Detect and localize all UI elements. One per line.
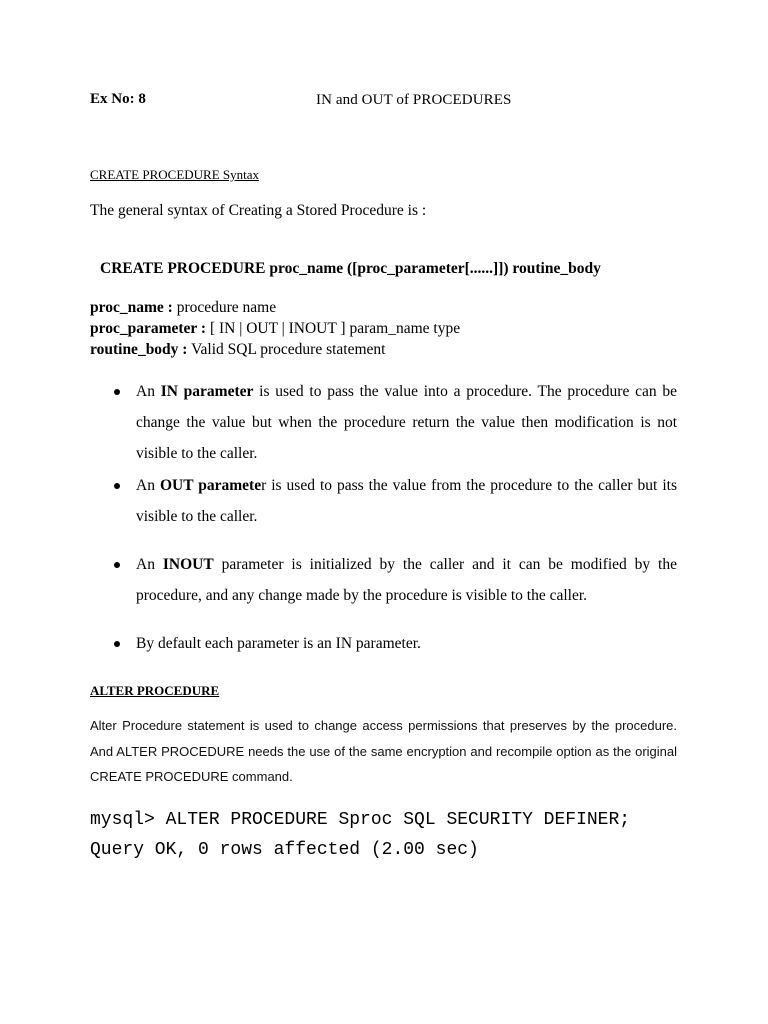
bullet-text: is used to pass the value into a procedure. The procedure can be change the value but when the procedure return the value then modification is not visible to the caller. bbox=[136, 383, 677, 462]
bullet-text: r is used to pass the value from the procedure to the caller but its visible to the caller. bbox=[136, 477, 677, 525]
create-procedure-heading: CREATE PROCEDURE Syntax bbox=[90, 167, 260, 182]
bullet-prefix: An bbox=[136, 383, 161, 400]
page-title: IN and OUT of PROCEDURES bbox=[316, 92, 512, 108]
param-desc: procedure name bbox=[172, 299, 277, 316]
bullet-icon bbox=[114, 483, 120, 489]
bullet-icon bbox=[114, 641, 120, 647]
param-label: proc_parameter : bbox=[90, 320, 207, 337]
bullet-icon bbox=[114, 389, 120, 395]
bullet-prefix: An bbox=[136, 477, 160, 494]
parameter-definitions bbox=[90, 297, 460, 360]
param-proc-parameter bbox=[90, 318, 460, 339]
param-label: proc_name : bbox=[90, 299, 173, 316]
bullet-keyword: OUT paramete bbox=[159, 477, 262, 494]
param-desc: [ IN | OUT | INOUT ] param_name type bbox=[206, 320, 461, 337]
param-proc-name bbox=[90, 297, 460, 318]
list-item-out-parameter bbox=[90, 470, 677, 532]
bullet-prefix: An bbox=[136, 556, 163, 573]
param-label: routine_body : bbox=[90, 341, 188, 358]
param-desc: Valid SQL procedure statement bbox=[187, 341, 386, 358]
bullet-text: By default each parameter is an IN parameter. bbox=[136, 635, 421, 652]
bullet-icon bbox=[114, 562, 120, 568]
alter-procedure-description: Alter Procedure statement is used to change access permissions that preserves by the procedure. And ALTER PROCEDURE needs the use of the same encryption and recompile option as the original CREATE PROCEDURE command. bbox=[90, 718, 677, 784]
alter-procedure-heading: ALTER PROCEDURE bbox=[90, 683, 220, 698]
list-item-inout-parameter bbox=[90, 549, 677, 611]
mysql-result: Query OK, 0 rows affected (2.00 sec) bbox=[90, 840, 479, 860]
parameter-mode-list bbox=[90, 376, 677, 659]
param-routine-body bbox=[90, 339, 460, 360]
list-item-in-parameter bbox=[90, 376, 677, 469]
mysql-command: mysql> ALTER PROCEDURE Sproc SQL SECURITY DEFINER; bbox=[90, 810, 631, 830]
bullet-keyword: IN parameter bbox=[160, 383, 254, 400]
list-item-default-parameter bbox=[90, 628, 677, 659]
exercise-number: Ex No: 8 bbox=[90, 91, 146, 107]
create-procedure-syntax: CREATE PROCEDURE proc_name ([proc_parameter[......]]) routine_body bbox=[100, 260, 601, 277]
syntax-intro: The general syntax of Creating a Stored Procedure is : bbox=[90, 202, 427, 219]
bullet-text: parameter is initialized by the caller and it can be modified by the procedure, and any change made by the procedure is visible to the caller. bbox=[136, 556, 677, 604]
bullet-keyword: INOUT bbox=[162, 556, 214, 573]
